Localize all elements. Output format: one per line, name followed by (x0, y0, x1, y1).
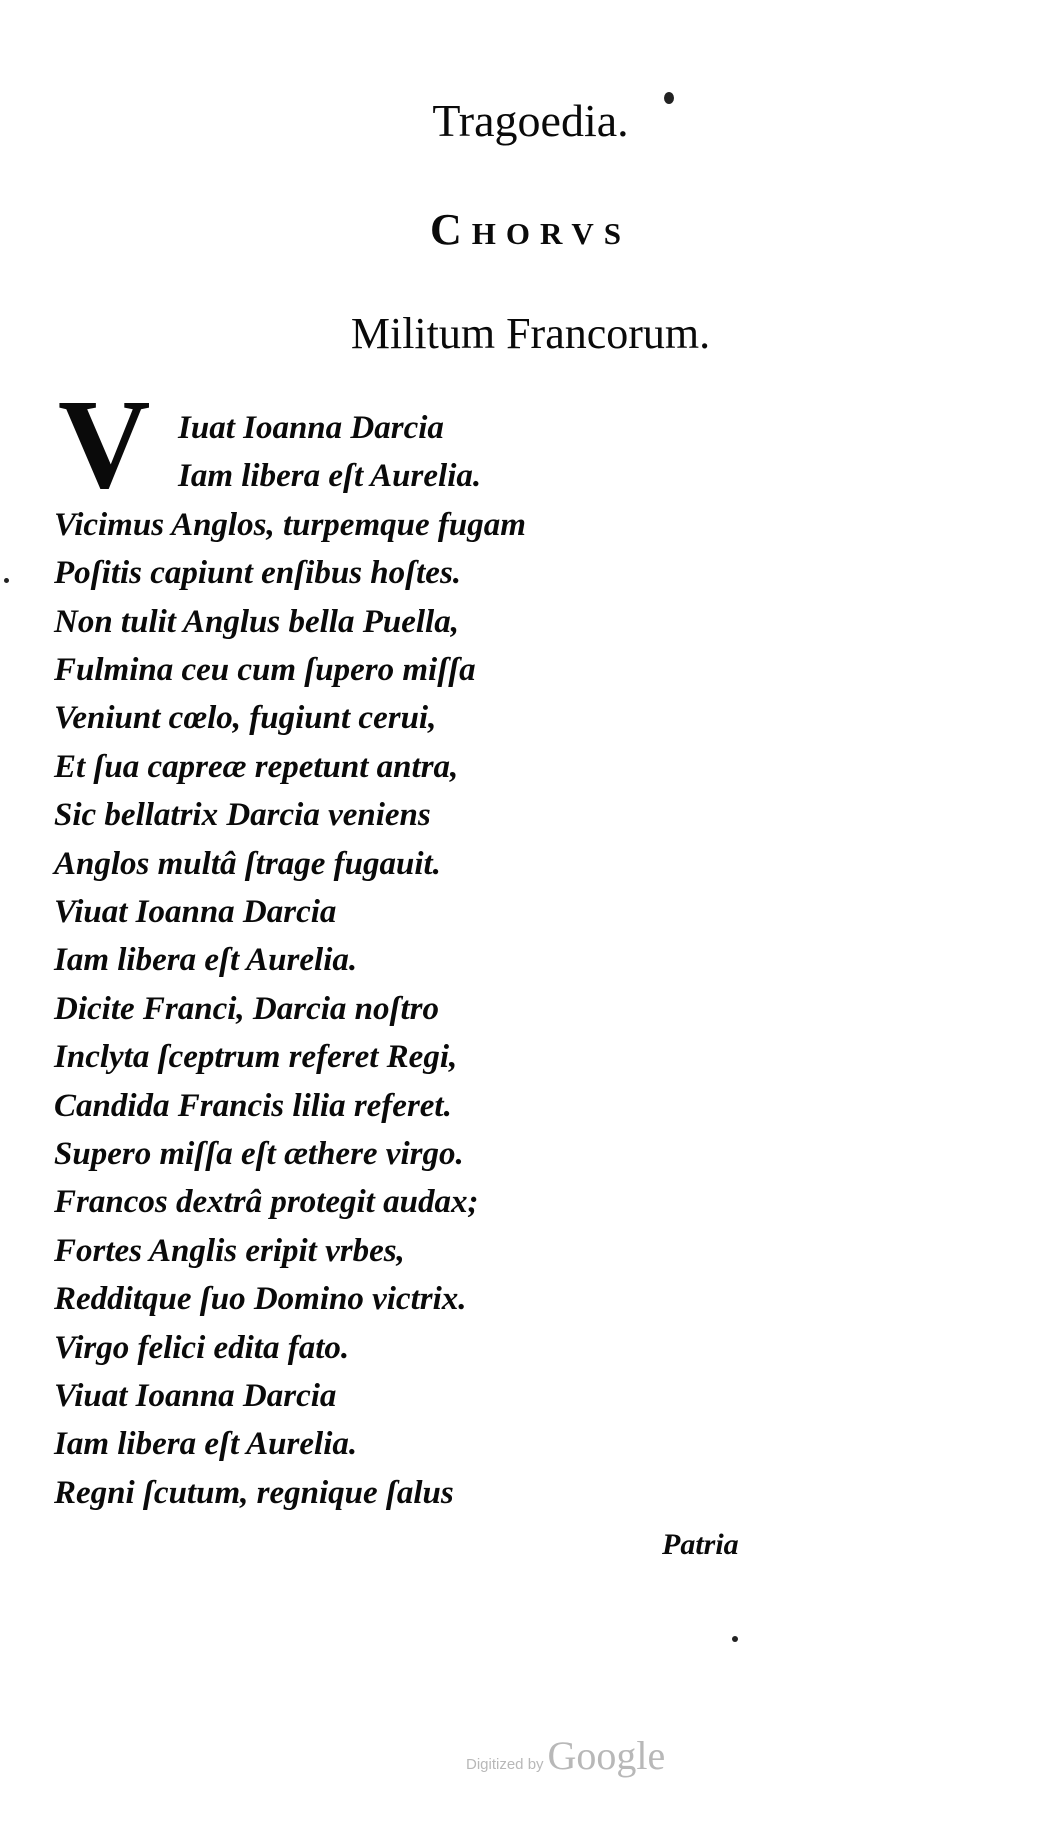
chorus-subtitle: Militum Francorum. (350, 309, 711, 358)
verse-line: Anglos multâ ſtrage fugauit. (54, 845, 441, 882)
ink-speck (4, 578, 9, 583)
verse-line: Poſitis capiunt enſibus hoſtes. (54, 555, 462, 592)
verse-line: Redditque ſuo Domino victrix. (54, 1281, 467, 1318)
watermark-prefix: Digitized by (466, 1756, 544, 1773)
verse-line: Sic bellatrix Darcia veniens (54, 797, 431, 834)
verse-line: Vicimus Anglos, turpemque fugam (54, 506, 526, 543)
verse-line: Fulmina ceu cum ſupero miſſa (54, 652, 476, 688)
verse-line: Iuat Ioanna Darcia (178, 410, 444, 446)
digitized-by-google-watermark (466, 1732, 665, 1779)
verse-line: Fortes Anglis eripit vrbes, (54, 1232, 405, 1269)
verse-line: Iam libera eſt Aurelia. (54, 942, 358, 979)
verse-line: Iam libera eſt Aurelia. (178, 458, 482, 495)
verse-line: Viuat Ioanna Darcia (54, 1378, 337, 1414)
verse-line: Viuat Ioanna Darcia (54, 894, 337, 930)
verse-line: Regni ſcutum, regnique ſalus (54, 1474, 454, 1511)
drop-cap: V (58, 373, 151, 515)
ink-speck (732, 1636, 738, 1642)
watermark-brand: Google (547, 1733, 666, 1778)
catchword: Patria (662, 1528, 739, 1561)
chorus-title: Chorvs (430, 205, 631, 254)
verse-line: Inclyta ſceptrum referet Regi, (54, 1039, 458, 1076)
verse-line: Iam libera eſt Aurelia. (54, 1426, 358, 1463)
verse-line: Candida Francis lilia referet. (54, 1087, 452, 1124)
verse-line: Supero miſſa eſt æthere virgo. (54, 1136, 464, 1172)
verse-line: Veniunt cœlo, fugiunt cerui, (54, 700, 437, 737)
verse-line: Dicite Franci, Darcia noſtro (54, 990, 439, 1027)
running-head: Tragoedia. (432, 95, 629, 146)
verse-line: Et ſua capreæ repetunt antra, (54, 748, 459, 785)
verse-line: Non tulit Anglus bella Puella, (54, 603, 459, 640)
ink-speck (664, 92, 674, 104)
verse-line: Francos dextrâ protegit audax; (54, 1184, 479, 1221)
verse-line: Virgo felici edita fato. (54, 1329, 350, 1366)
